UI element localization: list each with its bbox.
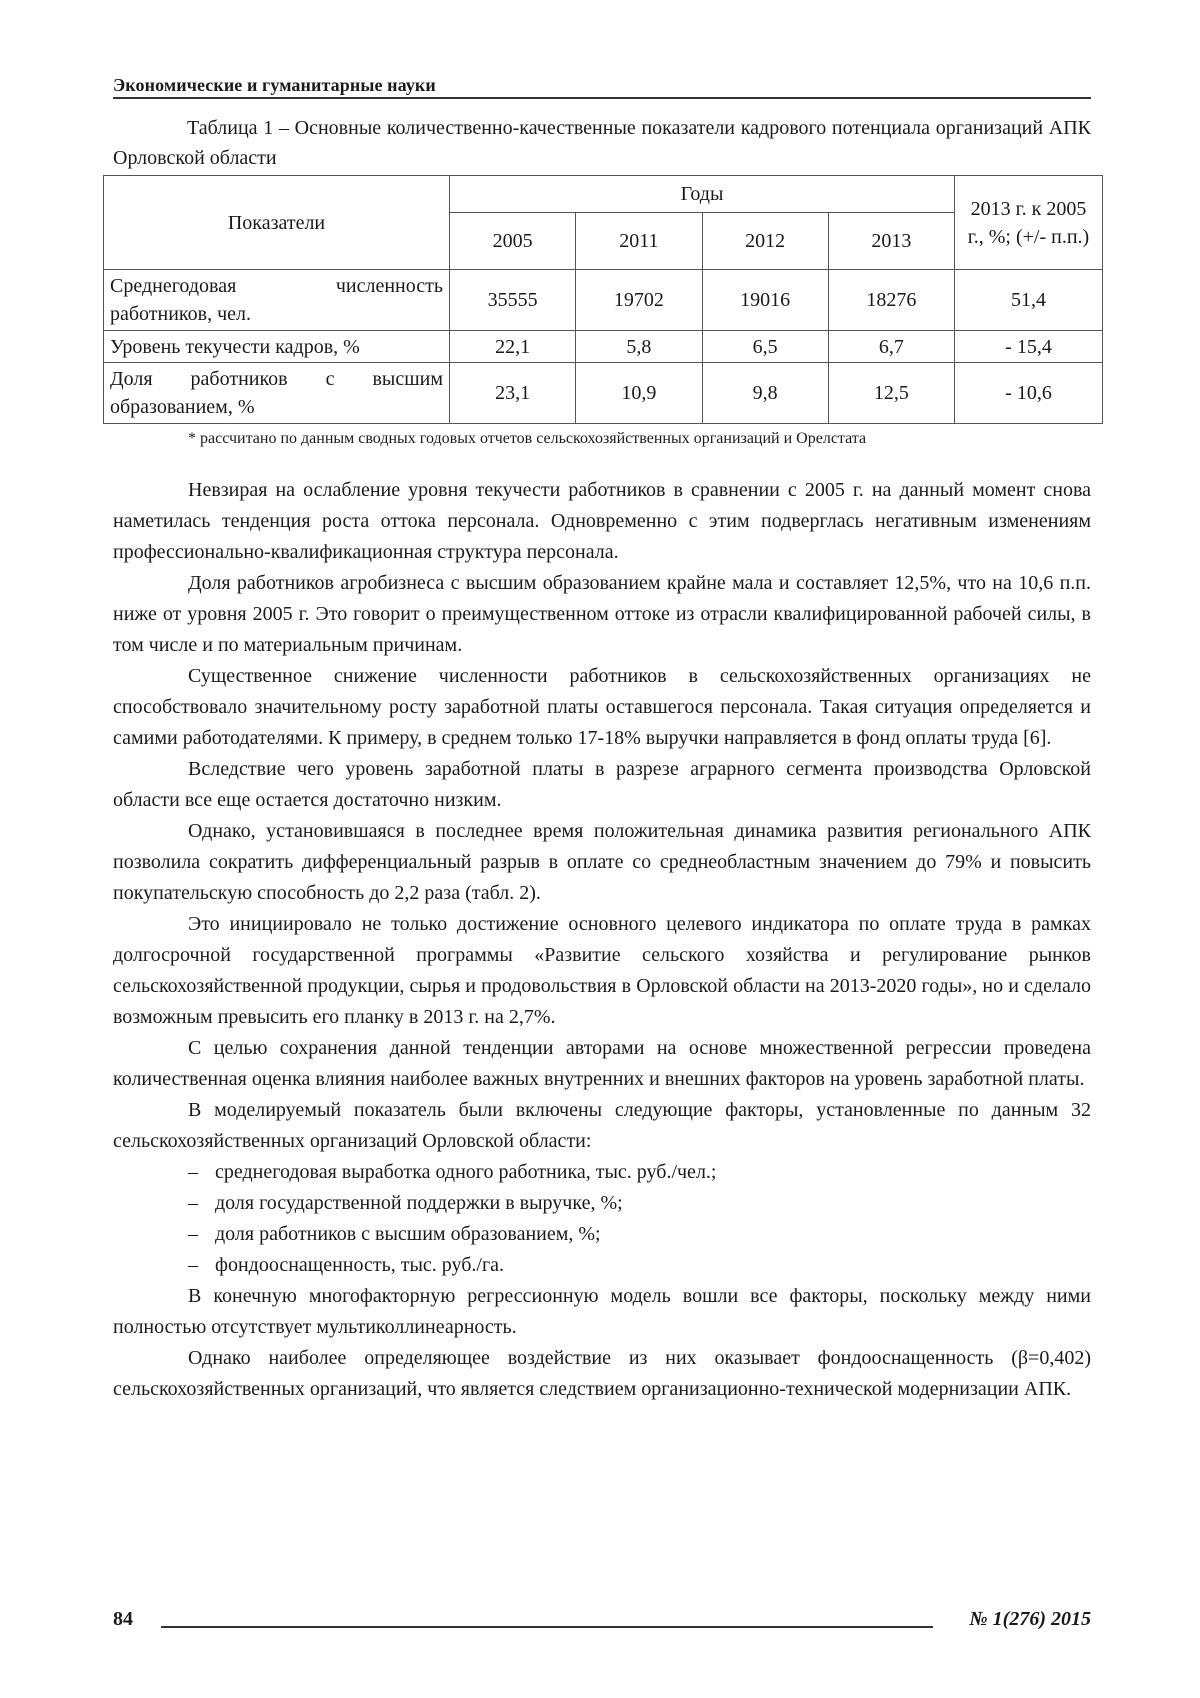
paragraph: Вследствие чего уровень заработной платы в разрезе аграрного сегмента производства Орловской области все еще остается достаточно низким.	[113, 758, 1091, 811]
running-head: Экономические и гуманитарные науки	[113, 74, 1091, 99]
paragraph: Существенное снижение численности работников в сельскохозяйственных организациях не способствовало значительному росту заработной платы оставшегося персонала. Такая ситуация определяется и самими работодателями. К примеру, в среднем только 17-18% выручки направляется в фонд оплаты труда [6].	[113, 665, 1091, 749]
row-label: Доля работников с высшим образованием, %	[104, 363, 450, 424]
list-item	[188, 1188, 1091, 1219]
page-footer	[113, 1608, 1091, 1638]
row-label: Среднегодовая численность работников, чел.	[104, 270, 450, 331]
cell-value: 6,5	[702, 331, 828, 363]
paragraph: Доля работников агробизнеса с высшим образованием крайне мала и составляет 12,5%, что на 10,6 п.п. ниже от уровня 2005 г. Это говорит о преимущественном оттоке из отрасли квалифицированной рабочей силы, в том числе и по материальным причинам.	[113, 572, 1091, 656]
factors-list	[113, 1157, 1091, 1281]
dash-bullet-icon: –	[188, 1192, 198, 1214]
cell-value: 9,8	[702, 363, 828, 424]
list-item-text: среднегодовая выработка одного работника, тыс. руб./чел.;	[215, 1161, 717, 1183]
dash-bullet-icon: –	[188, 1254, 198, 1276]
cell-value: 6,7	[828, 331, 954, 363]
list-item-text: доля государственной поддержки в выручке, %;	[215, 1192, 623, 1214]
article-body	[113, 475, 1091, 1405]
paragraph: Однако наиболее определяющее воздействие из них оказывает фондооснащенность (β=0,402) сельскохозяйственных организаций, что является следствием организационно-технической модернизации АПК.	[113, 1347, 1091, 1400]
footer-rule	[161, 1626, 933, 1628]
list-item-text: доля работников с высшим образованием, %;	[215, 1223, 601, 1245]
list-item	[188, 1157, 1091, 1188]
header-years-group: Годы	[450, 176, 955, 213]
cell-change: - 10,6	[955, 363, 1103, 424]
row-label: Уровень текучести кадров, %	[104, 331, 450, 363]
cell-value: 35555	[450, 270, 576, 331]
cell-value: 18276	[828, 270, 954, 331]
cell-value: 23,1	[450, 363, 576, 424]
dash-bullet-icon: –	[188, 1161, 198, 1183]
table-row	[104, 270, 1103, 331]
header-year: 2011	[576, 213, 702, 270]
issue-number: № 1(276) 2015	[969, 1608, 1091, 1630]
table-row	[104, 331, 1103, 363]
cell-value: 12,5	[828, 363, 954, 424]
paragraph: В конечную многофакторную регрессионную модель вошли все факторы, поскольку между ними полностью отсутствует мультиколлинеарность.	[113, 1285, 1091, 1338]
table-row	[104, 363, 1103, 424]
dash-bullet-icon: –	[188, 1223, 198, 1245]
paragraph: Это инициировало не только достижение основного целевого индикатора по оплате труда в рамках долгосрочной государственной программы «Развитие сельского хозяйства и регулирование рынков сельскохозяйственной продукции, сырья и продовольствия в Орловской области на 2013-2020 годы», но и сделало возможным превысить его планку в 2013 г. на 2,7%.	[113, 913, 1091, 1028]
list-item	[188, 1250, 1091, 1281]
cell-value: 10,9	[576, 363, 702, 424]
paragraph: В моделируемый показатель были включены следующие факторы, установленные по данным 32 сельскохозяйственных организаций Орловской области:	[113, 1099, 1091, 1152]
cell-value: 19016	[702, 270, 828, 331]
data-table	[103, 175, 1103, 424]
table-header-row	[104, 176, 1103, 213]
table-caption-text: Таблица 1 – Основные количественно-качественные показатели кадрового потенциала организаций АПК Орловской области	[113, 117, 1091, 169]
cell-value: 5,8	[576, 331, 702, 363]
list-item-text: фондооснащенность, тыс. руб./га.	[215, 1254, 505, 1276]
paragraph: Невзирая на ослабление уровня текучести работников в сравнении с 2005 г. на данный момент снова наметилась тенденция роста оттока персонала. Одновременно с этим подверглась негативным изменениям профессионально-квалификационная структура персонала.	[113, 479, 1091, 563]
cell-value: 22,1	[450, 331, 576, 363]
header-change: 2013 г. к 2005 г., %; (+/- п.п.)	[955, 176, 1103, 270]
header-year: 2013	[828, 213, 954, 270]
header-indicator: Показатели	[104, 176, 450, 270]
header-year: 2012	[702, 213, 828, 270]
page-number: 84	[113, 1608, 133, 1630]
list-item	[188, 1219, 1091, 1250]
cell-change: 51,4	[955, 270, 1103, 331]
cell-value: 19702	[576, 270, 702, 331]
table-caption	[113, 113, 1091, 173]
cell-change: - 15,4	[955, 331, 1103, 363]
header-year: 2005	[450, 213, 576, 270]
table-note: * рассчитано по данным сводных годовых отчетов сельскохозяйственных организаций и Орелстата	[188, 430, 867, 447]
paragraph: С целью сохранения данной тенденции авторами на основе множественной регрессии проведена количественная оценка влияния наиболее важных внутренних и внешних факторов на уровень заработной платы.	[113, 1037, 1091, 1090]
paragraph: Однако, установившаяся в последнее время положительная динамика развития регионального АПК позволила сократить дифференциальный разрыв в оплате со среднеобластным значением до 79% и повысить покупательскую способность до 2,2 раза (табл. 2).	[113, 820, 1091, 904]
